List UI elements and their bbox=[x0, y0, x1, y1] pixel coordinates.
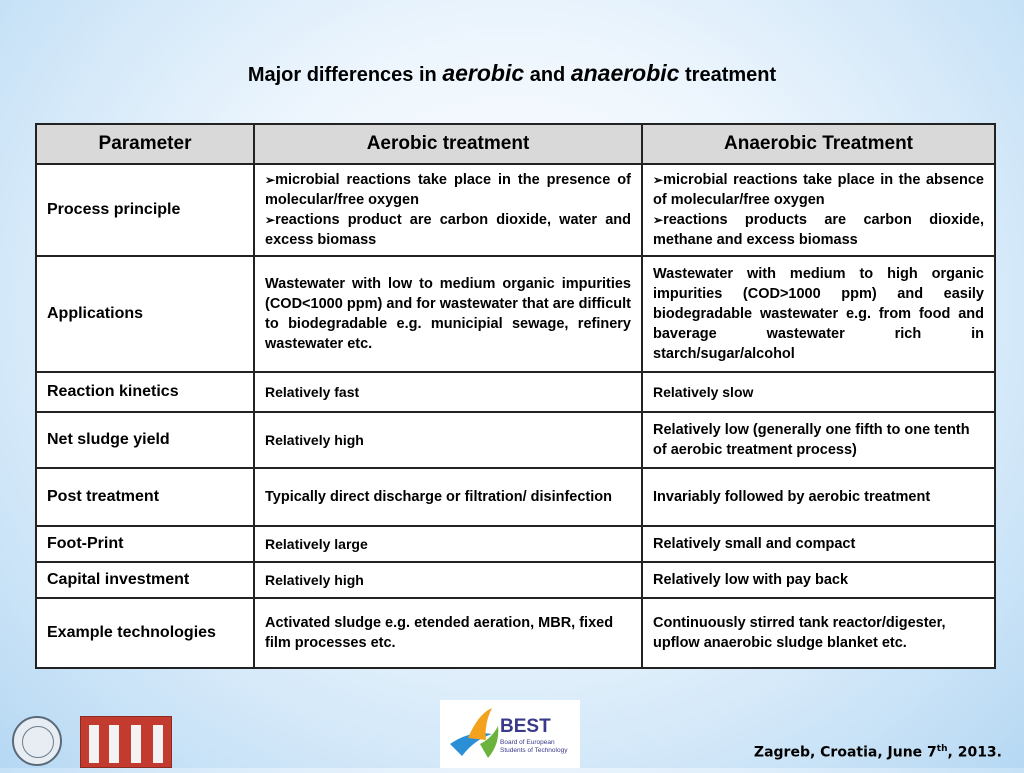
cell-anaerobic-reaction-kinetics: Relatively slow bbox=[642, 372, 995, 412]
cell-aerobic-process-principle bbox=[254, 164, 642, 256]
row-param-applications: Applications bbox=[36, 256, 254, 372]
arrow-bullet-icon: ➢ bbox=[265, 173, 276, 187]
row-param-reaction-kinetics: Reaction kinetics bbox=[36, 372, 254, 412]
arrow-bullet-icon: ➢ bbox=[265, 213, 276, 227]
table-row bbox=[36, 372, 995, 412]
ttf-stripe bbox=[89, 725, 99, 763]
row-param-capital-investment: Capital investment bbox=[36, 562, 254, 598]
ttf-logo bbox=[80, 716, 172, 768]
title-treatment: treatment bbox=[679, 64, 777, 86]
best-subtitle-1: Board of European bbox=[500, 739, 555, 746]
table-row bbox=[36, 598, 995, 668]
ttf-stripe bbox=[109, 725, 119, 763]
comparison-table bbox=[35, 123, 996, 669]
cell-anaerobic-capital-investment: Relatively low with pay back bbox=[642, 562, 995, 598]
cell-anaerobic-example-technologies: Continuously stirred tank reactor/digester, upflow anaerobic sludge blanket etc. bbox=[642, 598, 995, 668]
university-seal-logo bbox=[12, 716, 62, 766]
cell-aerobic-post-treatment: Typically direct discharge or filtration/ disinfection bbox=[254, 468, 642, 526]
bullet-item: ➢microbial reactions take place in the absence of molecular/free oxygen bbox=[653, 172, 984, 208]
ttf-stripe bbox=[131, 725, 141, 763]
title-anaerobic: anaerobic bbox=[570, 60, 680, 86]
header-aerobic: Aerobic treatment bbox=[254, 124, 642, 164]
best-emblem-icon bbox=[440, 700, 580, 768]
header-parameter: Parameter bbox=[36, 124, 254, 164]
cell-aerobic-example-technologies: Activated sludge e.g. etended aeration, MBR, fixed film processes etc. bbox=[254, 598, 642, 668]
title-aerobic: aerobic bbox=[442, 60, 525, 86]
slide-title bbox=[0, 60, 1024, 87]
cell-aerobic-net-sludge-yield: Relatively high bbox=[254, 412, 642, 468]
arrow-bullet-icon: ➢ bbox=[653, 173, 664, 187]
header-anaerobic: Anaerobic Treatment bbox=[642, 124, 995, 164]
best-subtitle-2: Students of Technology bbox=[500, 747, 568, 754]
row-param-post-treatment: Post treatment bbox=[36, 468, 254, 526]
cell-aerobic-foot-print: Relatively large bbox=[254, 526, 642, 562]
cell-anaerobic-post-treatment: Invariably followed by aerobic treatment bbox=[642, 468, 995, 526]
bullet-item: ➢reactions products are carbon dioxide, methane and excess biomass bbox=[653, 212, 984, 248]
best-name: BEST bbox=[500, 716, 551, 737]
footer-location-date: Zagreb, Croatia, June 7th, 2013. bbox=[753, 744, 1002, 761]
cell-anaerobic-net-sludge-yield: Relatively low (generally one fifth to one tenth of aerobic treatment process) bbox=[642, 412, 995, 468]
bullet-item: ➢reactions product are carbon dioxide, water and excess biomass bbox=[265, 212, 631, 248]
seal-inner-ring bbox=[22, 726, 54, 758]
cell-anaerobic-applications: Wastewater with medium to high organic impurities (COD>1000 ppm) and easily biodegradable wastewater e.g. from food and baverage wastewater rich in starch/sugar/alcohol bbox=[642, 256, 995, 372]
cell-anaerobic-foot-print: Relatively small and compact bbox=[642, 526, 995, 562]
row-param-process-principle: Process principle bbox=[36, 164, 254, 256]
cell-aerobic-reaction-kinetics: Relatively fast bbox=[254, 372, 642, 412]
cell-aerobic-capital-investment: Relatively high bbox=[254, 562, 642, 598]
cell-anaerobic-process-principle bbox=[642, 164, 995, 256]
table-row bbox=[36, 562, 995, 598]
title-text: Major differences in bbox=[247, 64, 443, 86]
table-row bbox=[36, 468, 995, 526]
title-and: and bbox=[524, 64, 571, 86]
bullet-item: ➢microbial reactions take place in the presence of molecular/free oxygen bbox=[265, 172, 631, 208]
cell-aerobic-applications: Wastewater with low to medium organic impurities (COD<1000 ppm) and for wastewater that are difficult to biodegradable e.g. municipial sewage, refinery wastewater etc. bbox=[254, 256, 642, 372]
row-param-net-sludge-yield: Net sludge yield bbox=[36, 412, 254, 468]
table-row bbox=[36, 256, 995, 372]
best-logo bbox=[440, 700, 580, 768]
table-row bbox=[36, 526, 995, 562]
row-param-example-technologies: Example technologies bbox=[36, 598, 254, 668]
row-param-foot-print: Foot-Print bbox=[36, 526, 254, 562]
ttf-stripe bbox=[153, 725, 163, 763]
table-row bbox=[36, 412, 995, 468]
table-row bbox=[36, 164, 995, 256]
arrow-bullet-icon: ➢ bbox=[653, 213, 664, 227]
header-row bbox=[36, 124, 995, 164]
